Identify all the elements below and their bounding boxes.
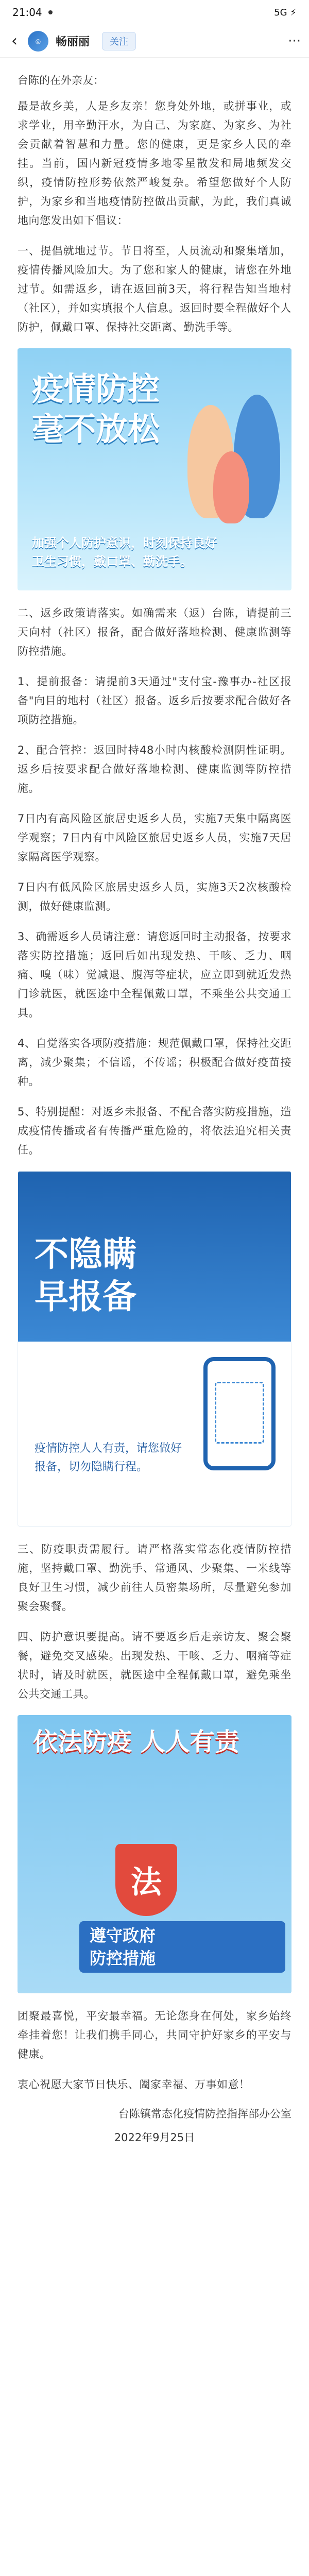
article-paragraph: 最是故乡美，人是乡友亲！您身处外地，或拼事业，或求学业，用辛勤汗水，为自己、为家庭、为家乡、为社会贡献着智慧和力量。您的健康，更是家乡人民的牵挂。当前，国内新冠疫情多地零星散发和局地频发交织，疫情防控形势依然严峻复杂。希望您做好个人防护，为家乡和当地疫情防控做出贡献，为此，我们真诚地向您发出如下倡议：	[18, 100, 291, 227]
article-paragraph: 三、防疫职责需履行。请严格落实常态化疫情防控措施，坚持戴口罩、勤洗手、常通风、少聚集、一米线等良好卫生习惯，减少前往人员密集场所，尽量避免参加聚会聚餐。	[18, 1543, 291, 1613]
article-paragraph: 一、提倡就地过节。节日将至，人员流动和聚集增加，疫情传播风险加大。为了您和家人的健康，请您在外地过节。如需返乡，请在返回前3天，将行程告知当地村（社区），并如实填报个人信息。返回时要全程做好个人防护，佩戴口罩、保持社交距离、勤洗手等。	[18, 245, 291, 333]
article-paragraph: 团聚最喜悦，平安最幸福。无论您身在何处，家乡始终牵挂着您！让我们携手同心，共同守护好家乡的平安与健康。	[18, 2010, 291, 2060]
cartoon-family-illustration	[213, 451, 249, 523]
status-bar	[0, 0, 309, 25]
article-paragraph: 二、返乡政策请落实。如确需来（返）台陈，请提前三天向村（社区）报备，配合做好落地检测、健康监测等防控措施。	[18, 607, 291, 657]
article-paragraph: 2、配合管控：返回时持48小时内核酸检测阴性证明。返乡后按要求配合做好落地检测、健康监测等防控措施。	[18, 744, 291, 794]
phone-icon	[203, 1357, 276, 1470]
banner-title: 依法防疫 人人有责	[33, 1727, 239, 1756]
notification-dot-icon	[48, 10, 53, 14]
article-paragraph: 7日内有高风险区旅居史返乡人员，实施7天集中隔离医学观察；7日内有中风险区旅居史返乡人员，实施7天居家隔离医学观察。	[18, 812, 291, 863]
status-right	[274, 7, 297, 18]
article-paragraph: 3、确需返乡人员请注意：请您返回时主动报备，按要求落实防控措施；返回后如出现发热、干咳、乏力、咽痛、嗅（味）觉减退、腹泻等症状，应立即到就近发热门诊就医，就医途中全程佩戴口罩，不乘坐公共交通工具。	[18, 930, 291, 1019]
account-avatar[interactable]: ◎	[28, 31, 48, 52]
banner-title: 疫情防控 毫不放松	[32, 370, 160, 448]
article-paragraph: 四、防护意识要提高。请不要返乡后走亲访友、聚会聚餐，避免交叉感染。出现发热、干咳、乏力、咽痛等症状时，请及时就医，就医途中全程佩戴口罩，避免乘坐公共交通工具。	[18, 1631, 291, 1700]
article-top-bar	[0, 25, 309, 58]
banner-ribbon-text: 遵守政府 防控措施	[79, 1921, 285, 1973]
back-arrow-icon[interactable]: ‹	[11, 32, 18, 50]
banner-subtitle: 加强个人防护意识，时刻保持良好 卫生习惯，戴口罩、勤洗手。	[32, 536, 217, 569]
article-date: 2022年9月25日	[114, 2131, 195, 2144]
law-shield-icon: 法	[115, 1844, 177, 1916]
more-options-icon[interactable]: ···	[288, 33, 301, 49]
article-paragraph: 1、提前报备：请提前3天通过"支付宝-豫事办-社区报备"向目的地村（社区）报备。返乡后按要求配合做好各项防控措施。	[18, 675, 291, 726]
article-body	[0, 58, 309, 2145]
article-paragraph: 衷心祝愿大家节日快乐、阖家幸福、万事如意！	[18, 2078, 250, 2091]
report-early-banner	[18, 1171, 291, 1527]
status-left	[12, 6, 53, 19]
article-paragraph: 5、特别提醒：对返乡未报备、不配合落实防疫措施，造成疫情传播或者有传播严重危险的，将依法追究相关责任。	[18, 1106, 291, 1156]
status-indicators: 5G ⚡	[274, 7, 297, 18]
law-epidemic-banner	[18, 1715, 291, 1993]
follow-button[interactable]: 关注	[102, 32, 136, 50]
epidemic-control-banner	[18, 348, 291, 590]
banner-title: 不隐瞒 早报备	[35, 1234, 136, 1316]
article-paragraph: 7日内有低风险区旅居史返乡人员，实施3天2次核酸检测，做好健康监测。	[18, 881, 291, 912]
banner-caption: 疫情防控人人有责，请您做好报备，切勿隐瞒行程。	[35, 1442, 182, 1473]
article-salutation: 台陈的在外亲友：	[18, 74, 104, 87]
status-time: 21:04	[12, 6, 42, 19]
account-name[interactable]: 畅丽丽	[56, 36, 90, 48]
article-signature: 台陈镇常态化疫情防控指挥部办公室	[118, 2108, 291, 2120]
article-paragraph: 4、自觉落实各项防疫措施：规范佩戴口罩，保持社交距离，减少聚集；不信谣，不传谣；积极配合做好疫苗接种。	[18, 1037, 291, 1088]
